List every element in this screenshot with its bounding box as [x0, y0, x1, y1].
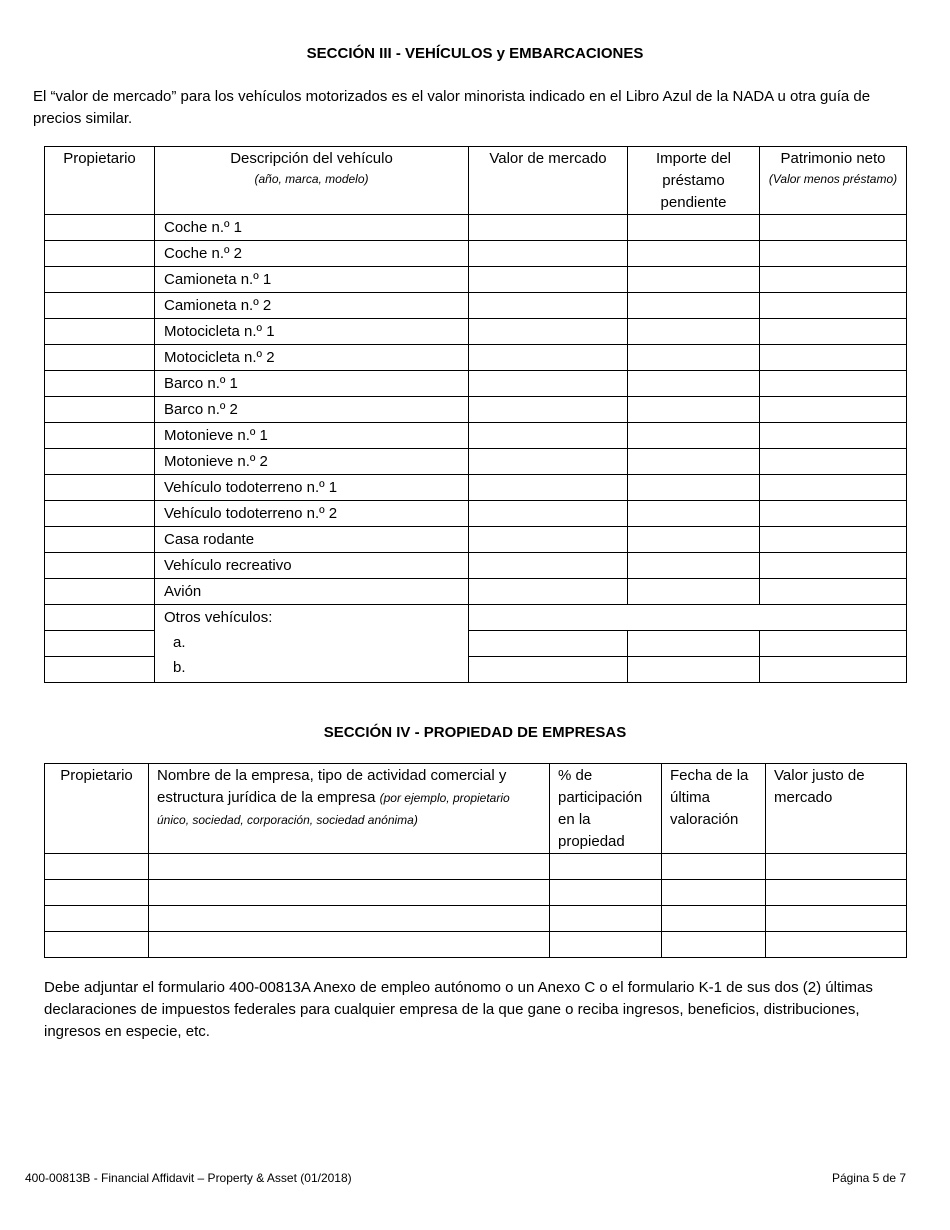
vehicle-row [45, 475, 907, 501]
vehicle-description-cell: Vehículo todoterreno n.º 2 [155, 501, 469, 527]
owner-cell[interactable] [45, 267, 155, 293]
vehicle-description-cell: Motocicleta n.º 1 [155, 319, 469, 345]
header-business-sub: (por ejemplo, propietario único, sociedad, corporación, sociedad anónima) [157, 791, 510, 827]
owner-cell[interactable] [45, 880, 149, 906]
owner-cell[interactable] [45, 631, 155, 657]
market-value-cell[interactable] [469, 631, 628, 657]
section-3-intro: El “valor de mercado” para los vehículos motorizados es el valor minorista indicado en el Libro Azul de la NADA u otra guía de precios similar. [33, 88, 871, 127]
owner-cell[interactable] [45, 579, 155, 605]
market-value-cell[interactable] [469, 657, 628, 683]
loan-cell[interactable] [628, 423, 760, 449]
vehicle-row [45, 553, 907, 579]
valuation-date-cell[interactable] [662, 854, 766, 880]
market-value-cell[interactable] [469, 345, 628, 371]
owner-cell[interactable] [45, 215, 155, 241]
ownership-cell[interactable] [550, 854, 662, 880]
other-vehicles-cell[interactable] [155, 605, 469, 683]
vehicle-description-cell: Camioneta n.º 1 [155, 267, 469, 293]
market-value-cell[interactable] [469, 267, 628, 293]
vehicle-row [45, 423, 907, 449]
header-ownership: % de participación en la propiedad [550, 764, 662, 854]
vehicle-description-cell: Barco n.º 2 [155, 397, 469, 423]
equity-cell[interactable] [760, 241, 907, 267]
equity-cell[interactable] [760, 501, 907, 527]
vehicle-row [45, 293, 907, 319]
owner-cell[interactable] [45, 906, 149, 932]
market-value-cell[interactable] [469, 579, 628, 605]
owner-cell[interactable] [45, 501, 155, 527]
owner-cell[interactable] [45, 553, 155, 579]
loan-cell[interactable] [628, 657, 760, 683]
vehicle-description-cell: Barco n.º 1 [155, 371, 469, 397]
loan-cell[interactable] [628, 319, 760, 345]
header-fair-value: Valor justo de mercado [766, 764, 907, 854]
valuation-date-cell[interactable] [662, 880, 766, 906]
business-table-header [45, 764, 907, 854]
equity-cell[interactable] [760, 631, 907, 657]
equity-cell[interactable] [760, 449, 907, 475]
section-4-note: Debe adjuntar el formulario 400-00813A Anexo de empleo autónomo o un Anexo C o el formulario K-1 de sus dos (2) últimas declaraciones de impuestos federales para cualquier empresa de la que gane o reciba ingresos, beneficios, distribuciones, ingresos en especie, etc. [44, 979, 873, 1040]
loan-cell[interactable] [628, 267, 760, 293]
loan-cell[interactable] [628, 501, 760, 527]
vehicle-description-cell: Coche n.º 2 [155, 241, 469, 267]
market-value-cell[interactable] [469, 449, 628, 475]
loan-cell[interactable] [628, 553, 760, 579]
owner-cell[interactable] [45, 527, 155, 553]
vehicle-description-cell: Motonieve n.º 1 [155, 423, 469, 449]
loan-cell[interactable] [628, 345, 760, 371]
owner-cell[interactable] [45, 397, 155, 423]
vehicle-table-header [45, 147, 907, 215]
header-owner: Propietario [45, 147, 155, 215]
equity-cell[interactable] [760, 423, 907, 449]
vehicle-description-cell: Avión [155, 579, 469, 605]
fair-value-cell[interactable] [766, 880, 907, 906]
other-vehicles-blank [469, 605, 907, 631]
valuation-date-cell[interactable] [662, 932, 766, 958]
owner-cell[interactable] [45, 319, 155, 345]
equity-cell[interactable] [760, 345, 907, 371]
loan-cell[interactable] [628, 241, 760, 267]
other-vehicles-label: Otros vehículos: [164, 609, 273, 626]
market-value-cell[interactable] [469, 397, 628, 423]
owner-cell[interactable] [45, 657, 155, 683]
owner-cell[interactable] [45, 932, 149, 958]
vehicle-row [45, 397, 907, 423]
vehicle-row [45, 215, 907, 241]
equity-cell[interactable] [760, 267, 907, 293]
vehicle-row [45, 345, 907, 371]
business-row [45, 854, 907, 880]
owner-cell[interactable] [45, 423, 155, 449]
fair-value-cell[interactable] [766, 906, 907, 932]
header-business-label: Nombre de la empresa, tipo de actividad comercial y estructura jurídica de la empresa [157, 767, 507, 806]
header-owner: Propietario [45, 764, 149, 854]
header-description-sub: (año, marca, modelo) [254, 172, 369, 186]
header-equity-label: Patrimonio neto [780, 150, 886, 167]
business-name-cell[interactable] [149, 906, 550, 932]
business-row [45, 932, 907, 958]
vehicle-description-cell: Motonieve n.º 2 [155, 449, 469, 475]
header-valuation-date: Fecha de la última valoración [662, 764, 766, 854]
equity-cell[interactable] [760, 319, 907, 345]
business-table [44, 763, 907, 958]
market-value-cell[interactable] [469, 371, 628, 397]
market-value-cell[interactable] [469, 553, 628, 579]
equity-cell[interactable] [760, 293, 907, 319]
owner-cell[interactable] [45, 605, 155, 631]
loan-cell[interactable] [628, 527, 760, 553]
vehicle-row [45, 527, 907, 553]
section-4-title: SECCIÓN IV - PROPIEDAD DE EMPRESAS [323, 724, 627, 741]
other-vehicles-row [45, 605, 907, 631]
loan-cell[interactable] [628, 293, 760, 319]
owner-cell[interactable] [45, 854, 149, 880]
section-3-title: SECCIÓN III - VEHÍCULOS y EMBARCACIONES [306, 45, 644, 62]
vehicle-description-cell: Motocicleta n.º 2 [155, 345, 469, 371]
business-name-cell[interactable] [149, 854, 550, 880]
market-value-cell[interactable] [469, 475, 628, 501]
other-vehicles-b: b. [173, 659, 186, 676]
market-value-cell[interactable] [469, 319, 628, 345]
owner-cell[interactable] [45, 345, 155, 371]
vehicle-row [45, 241, 907, 267]
market-value-cell[interactable] [469, 293, 628, 319]
loan-cell[interactable] [628, 371, 760, 397]
owner-cell[interactable] [45, 293, 155, 319]
header-market-value: Valor de mercado [469, 147, 628, 215]
header-equity [760, 147, 907, 215]
loan-cell[interactable] [628, 397, 760, 423]
market-value-cell[interactable] [469, 527, 628, 553]
business-row [45, 880, 907, 906]
equity-cell[interactable] [760, 397, 907, 423]
footer-form-id: 400-00813B - Financial Affidavit – Property & Asset (01/2018) [25, 1171, 352, 1185]
market-value-cell[interactable] [469, 501, 628, 527]
ownership-cell[interactable] [550, 906, 662, 932]
equity-cell[interactable] [760, 475, 907, 501]
header-description [155, 147, 469, 215]
footer-page-number: Página 5 de 7 [831, 1171, 906, 1185]
owner-cell[interactable] [45, 449, 155, 475]
equity-cell[interactable] [760, 579, 907, 605]
equity-cell[interactable] [760, 553, 907, 579]
equity-cell[interactable] [760, 371, 907, 397]
business-row [45, 906, 907, 932]
business-name-cell[interactable] [149, 880, 550, 906]
vehicle-description-cell: Coche n.º 1 [155, 215, 469, 241]
loan-cell[interactable] [628, 215, 760, 241]
ownership-cell[interactable] [550, 932, 662, 958]
loan-cell[interactable] [628, 631, 760, 657]
loan-cell[interactable] [628, 579, 760, 605]
fair-value-cell[interactable] [766, 932, 907, 958]
ownership-cell[interactable] [550, 880, 662, 906]
vehicle-description-cell: Casa rodante [155, 527, 469, 553]
vehicle-description-cell: Vehículo recreativo [155, 553, 469, 579]
vehicle-row [45, 267, 907, 293]
header-description-label: Descripción del vehículo [230, 150, 393, 167]
header-equity-sub: (Valor menos préstamo) [768, 172, 898, 186]
vehicle-table [44, 146, 907, 683]
market-value-cell[interactable] [469, 241, 628, 267]
vehicle-row [45, 449, 907, 475]
loan-cell[interactable] [628, 449, 760, 475]
header-business [149, 764, 550, 854]
vehicle-row [45, 319, 907, 345]
equity-cell[interactable] [760, 215, 907, 241]
header-loan: Importe del préstamo pendiente [628, 147, 760, 215]
market-value-cell[interactable] [469, 423, 628, 449]
vehicle-description-cell: Vehículo todoterreno n.º 1 [155, 475, 469, 501]
other-vehicles-a: a. [173, 634, 186, 651]
vehicle-row [45, 579, 907, 605]
owner-cell[interactable] [45, 241, 155, 267]
business-name-cell[interactable] [149, 932, 550, 958]
fair-value-cell[interactable] [766, 854, 907, 880]
owner-cell[interactable] [45, 371, 155, 397]
vehicle-row [45, 371, 907, 397]
valuation-date-cell[interactable] [662, 906, 766, 932]
equity-cell[interactable] [760, 527, 907, 553]
owner-cell[interactable] [45, 475, 155, 501]
market-value-cell[interactable] [469, 215, 628, 241]
vehicle-row [45, 501, 907, 527]
equity-cell[interactable] [760, 657, 907, 683]
loan-cell[interactable] [628, 475, 760, 501]
vehicle-description-cell: Camioneta n.º 2 [155, 293, 469, 319]
